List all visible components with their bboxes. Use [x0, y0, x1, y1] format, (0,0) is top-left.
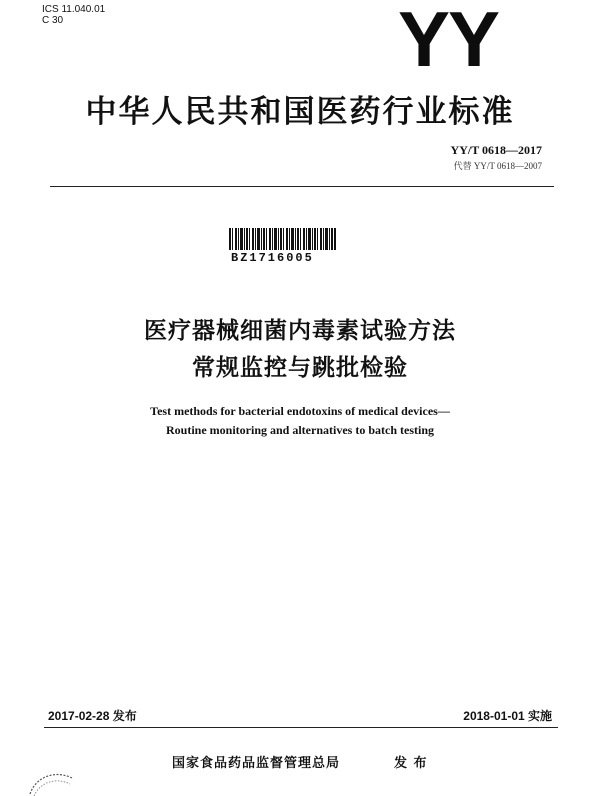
issuer-action: 发 布: [394, 756, 428, 771]
title-en-line2: Routine monitoring and alternatives to batch testing: [166, 423, 434, 437]
ccs-code: C 30: [42, 15, 64, 26]
standard-number: YY/T 0618—2017: [450, 143, 542, 157]
barcode-number: BZ1716005: [231, 251, 314, 265]
title-cn-line1: 医疗器械细菌内毒素试验方法: [144, 318, 456, 344]
yy-logo: YY: [398, 0, 499, 83]
implement-date: 2018-01-01 实施: [463, 709, 552, 723]
header-divider: [50, 186, 554, 187]
title-en-line1: Test methods for bacterial endotoxins of medical devices—: [150, 404, 450, 418]
ics-code: ICS 11.040.01: [42, 4, 106, 15]
publish-date: 2017-02-28 发布: [48, 709, 137, 723]
footer-divider: [44, 727, 558, 728]
seal-stamp-icon: [26, 764, 76, 796]
title-cn-line2: 常规监控与跳批检验: [192, 355, 408, 381]
barcode-icon: [229, 228, 337, 250]
organization-title: 中华人民共和国医药行业标准: [85, 94, 515, 130]
issuer-name: 国家食品药品监督管理总局: [172, 756, 341, 771]
replaces-standard: 代替 YY/T 0618—2007: [453, 161, 542, 171]
